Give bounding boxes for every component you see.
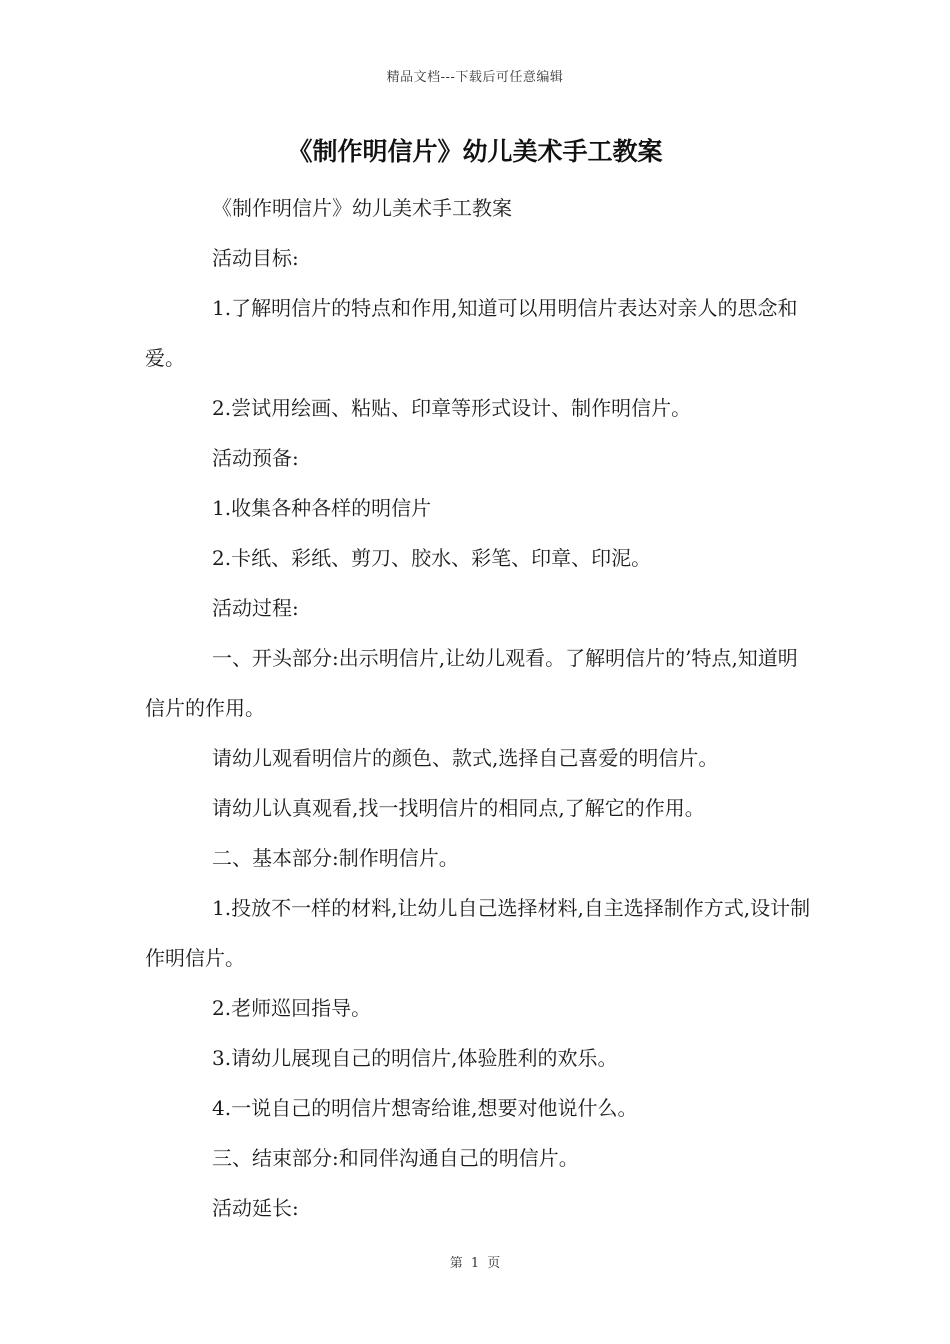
- paragraph-section-process: 活动过程:: [212, 596, 299, 620]
- paragraph-part-2-step-3: 3.请幼儿展现自己的明信片,体验胜利的欢乐。: [212, 1046, 618, 1070]
- paragraph-part-2-step-2: 2.老师巡回指导。: [212, 996, 372, 1020]
- paragraph-part-2: 二、基本部分:制作明信片。: [212, 846, 459, 870]
- paragraph-part-1-step-a: 请幼儿观看明信片的颜色、款式,选择自己喜爱的明信片。: [212, 746, 719, 770]
- paragraph-goal-2: 2.尝试用绘画、粘贴、印章等形式设计、制作明信片。: [212, 396, 692, 420]
- paragraph-part-2-step-4: 4.一说自己的明信片想寄给谁,想要对他说什么。: [212, 1096, 638, 1120]
- paragraph-part-1-step-b: 请幼儿认真观看,找一找明信片的相同点,了解它的作用。: [212, 796, 705, 820]
- paragraph-prep-1: 1.收集各种各样的明信片: [212, 496, 432, 520]
- paragraph-section-preparation: 活动预备:: [212, 446, 299, 470]
- paragraph-subtitle: 《制作明信片》幼儿美术手工教案: [212, 196, 512, 220]
- paragraph-part-2-step-1: 1.投放不一样的材料,让幼儿自己选择材料,自主选择制作方式,设计制作明信片。: [145, 896, 811, 970]
- document-body: [145, 183, 815, 1233]
- document-title: 《制作明信片》幼儿美术手工教案: [287, 137, 663, 166]
- paragraph-part-1: 一、开头部分:出示明信片,让幼儿观看。了解明信片的’特点,知道明信片的作用。: [145, 646, 798, 720]
- page-number: 第 1 页: [449, 1256, 501, 1271]
- paragraph-section-goals: 活动目标:: [212, 246, 299, 270]
- paragraph-prep-2: 2.卡纸、彩纸、剪刀、胶水、彩笔、印章、印泥。: [212, 546, 652, 570]
- paragraph-goal-1: 1.了解明信片的特点和作用,知道可以用明信片表达对亲人的思念和爱。: [145, 296, 798, 370]
- paragraph-part-3: 三、结束部分:和同伴沟通自己的明信片。: [212, 1146, 579, 1170]
- paragraph-section-extension: 活动延长:: [212, 1196, 299, 1220]
- header-note: 精品文档---下载后可任意编辑: [386, 70, 564, 85]
